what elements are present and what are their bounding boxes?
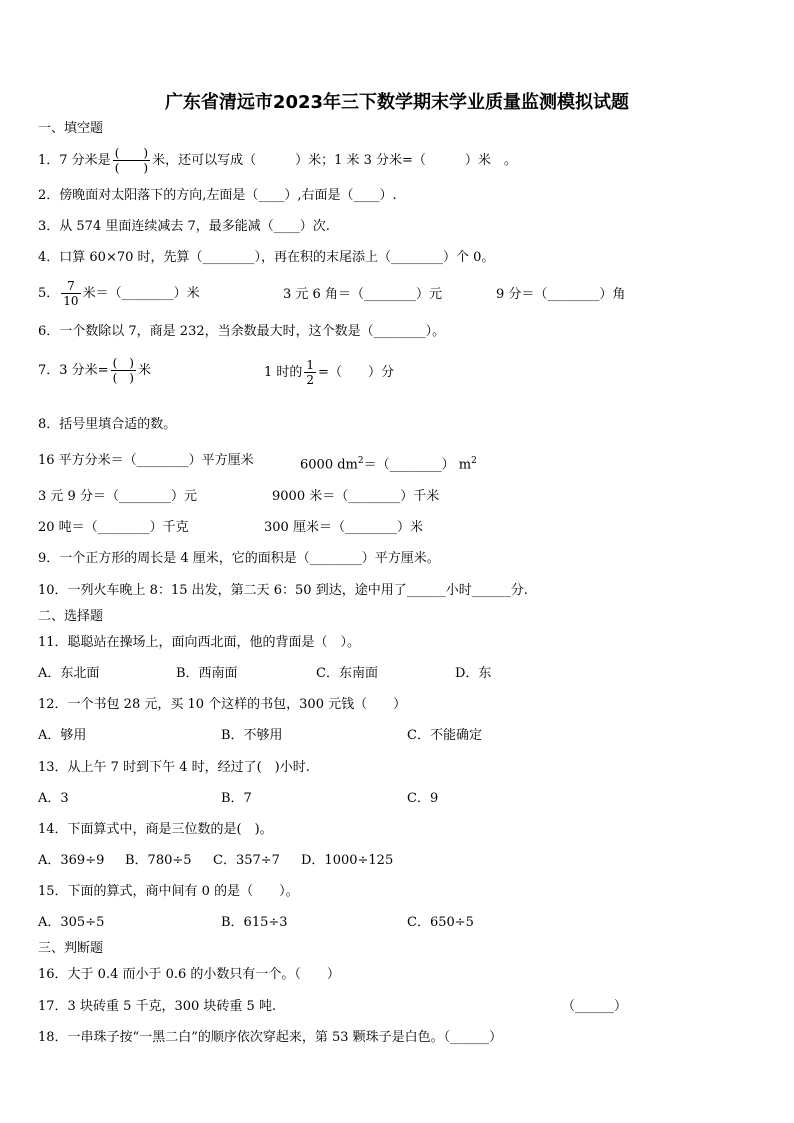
q1-text-b: 米，还可以写成（ ）米；1 米 3 分米=（ ）米 。 bbox=[152, 153, 517, 168]
q8-row1-b bbox=[300, 453, 477, 473]
section-heading-choice: 二、选择题 bbox=[38, 609, 104, 624]
q8-row1-c-sup: 2 bbox=[471, 456, 477, 466]
q8-row1-c-text: ＝（________） m bbox=[363, 457, 472, 473]
q5-part-b: 3 元 6 角＝（________）元 bbox=[283, 287, 442, 302]
q14-option-c: C．357÷7 bbox=[213, 853, 280, 868]
question-2: 2．傍晚面对太阳落下的方向,左面是（____）,右面是（____）. bbox=[38, 188, 397, 203]
question-10: 10．一列火车晚上 8：15 出发，第二天 6：50 到达，途中用了______小时______分. bbox=[38, 583, 528, 598]
q7-denominator: ( ) bbox=[112, 371, 134, 385]
q15-option-b: B．615÷3 bbox=[221, 915, 288, 930]
q11-option-d: D．东 bbox=[455, 666, 492, 681]
q13-option-a: A．3 bbox=[38, 791, 69, 806]
q5-part-c: 9 分＝（________）角 bbox=[496, 287, 626, 302]
question-17: 17．3 块砖重 5 千克，300 块砖重 5 吨. bbox=[38, 999, 277, 1014]
q13-option-c: C．9 bbox=[407, 791, 439, 806]
q14-option-b: B．780÷5 bbox=[125, 853, 192, 868]
q8-row1-b-sup: 2 bbox=[357, 456, 364, 466]
q5-numerator: 7 bbox=[61, 279, 80, 294]
q15-option-c: C．650÷5 bbox=[407, 915, 474, 930]
question-3: 3．从 574 里面连续减去 7，最多能减（____）次. bbox=[38, 219, 330, 234]
question-8: 8．括号里填合适的数。 bbox=[38, 417, 177, 432]
question-7 bbox=[38, 356, 151, 385]
question-5 bbox=[38, 279, 200, 308]
q1-numerator: ( ) bbox=[114, 146, 149, 160]
q5-part-a: 米＝（________）米 bbox=[82, 286, 200, 301]
q1-denominator: ( ) bbox=[114, 161, 149, 175]
q14-option-a: A．369÷9 bbox=[38, 853, 105, 868]
question-9: 9．一个正方形的周长是 4 厘米，它的面积是（________）平方厘米。 bbox=[38, 551, 440, 566]
q8-row1-a: 16 平方分米＝（________）平方厘米 bbox=[38, 453, 254, 468]
q7-fraction bbox=[111, 356, 136, 385]
question-12: 12．一个书包 28 元，买 10 个这样的书包，300 元钱（ ） bbox=[38, 697, 407, 712]
q7-text-d: =（ ）分 bbox=[318, 365, 394, 380]
q7-half-denominator: 2 bbox=[306, 373, 315, 387]
question-14: 14．下面算式中，商是三位数的是( )。 bbox=[38, 822, 273, 837]
q14-option-d: D．1000÷125 bbox=[301, 853, 394, 868]
q7-text-a: 7．3 分米= bbox=[38, 363, 109, 378]
q17-answer-blank: （______） bbox=[562, 999, 628, 1014]
q11-option-a: A．东北面 bbox=[38, 666, 100, 681]
q8-row1-b-text: 6000 dm bbox=[300, 457, 358, 473]
q1-text-a: 1．7 分米是 bbox=[38, 153, 111, 168]
q12-option-a: A．够用 bbox=[38, 728, 87, 743]
q1-fraction bbox=[113, 146, 150, 175]
q8-row3-a: 20 吨＝（________）千克 bbox=[38, 520, 189, 535]
q7-half-fraction bbox=[304, 358, 316, 387]
question-4: 4．口算 60×70 时，先算（________），再在积的末尾添上（________）个 0。 bbox=[38, 250, 495, 265]
question-1 bbox=[38, 146, 517, 175]
question-13: 13．从上午 7 时到下午 4 时，经过了( )小时. bbox=[38, 760, 310, 775]
page-title: 广东省清远市2023年三下数学期末学业质量监测模拟试题 bbox=[164, 92, 630, 113]
question-16: 16．大于 0.4 而小于 0.6 的小数只有一个。（ ） bbox=[38, 967, 340, 982]
q8-row2-b: 9000 米＝（________）千米 bbox=[272, 489, 440, 504]
q5-number: 5． bbox=[38, 286, 60, 301]
section-heading-fill: 一、填空题 bbox=[38, 121, 104, 136]
q12-option-b: B．不够用 bbox=[221, 728, 283, 743]
q7-text-b: 米 bbox=[137, 363, 151, 378]
q11-option-c: C．东南面 bbox=[316, 666, 378, 681]
question-6: 6．一个数除以 7，商是 232，当余数最大时，这个数是（________）。 bbox=[38, 324, 446, 339]
question-15: 15．下面的算式，商中间有 0 的是（ ）。 bbox=[38, 884, 299, 899]
q7-numerator: ( ) bbox=[112, 356, 134, 370]
question-11: 11．聪聪站在操场上，面向西北面，他的背面是（ ）。 bbox=[38, 635, 361, 650]
q12-option-c: C．不能确定 bbox=[407, 728, 482, 743]
q8-row2-a: 3 元 9 分＝（________）元 bbox=[38, 489, 197, 504]
section-heading-judge: 三、判断题 bbox=[38, 941, 104, 956]
q13-option-b: B．7 bbox=[221, 791, 252, 806]
q7-part-b bbox=[264, 358, 394, 387]
q7-text-c: 1 时的 bbox=[264, 365, 303, 380]
q5-fraction bbox=[61, 279, 80, 308]
q8-row3-b: 300 厘米＝（________）米 bbox=[264, 520, 423, 535]
question-18: 18．一串珠子按“一黑二白”的顺序依次穿起来，第 53 颗珠子是白色。（______） bbox=[38, 1030, 503, 1045]
q15-option-a: A．305÷5 bbox=[38, 915, 105, 930]
q7-half-numerator: 1 bbox=[306, 358, 315, 372]
q11-option-b: B．西南面 bbox=[176, 666, 238, 681]
q5-denominator: 10 bbox=[63, 294, 79, 308]
